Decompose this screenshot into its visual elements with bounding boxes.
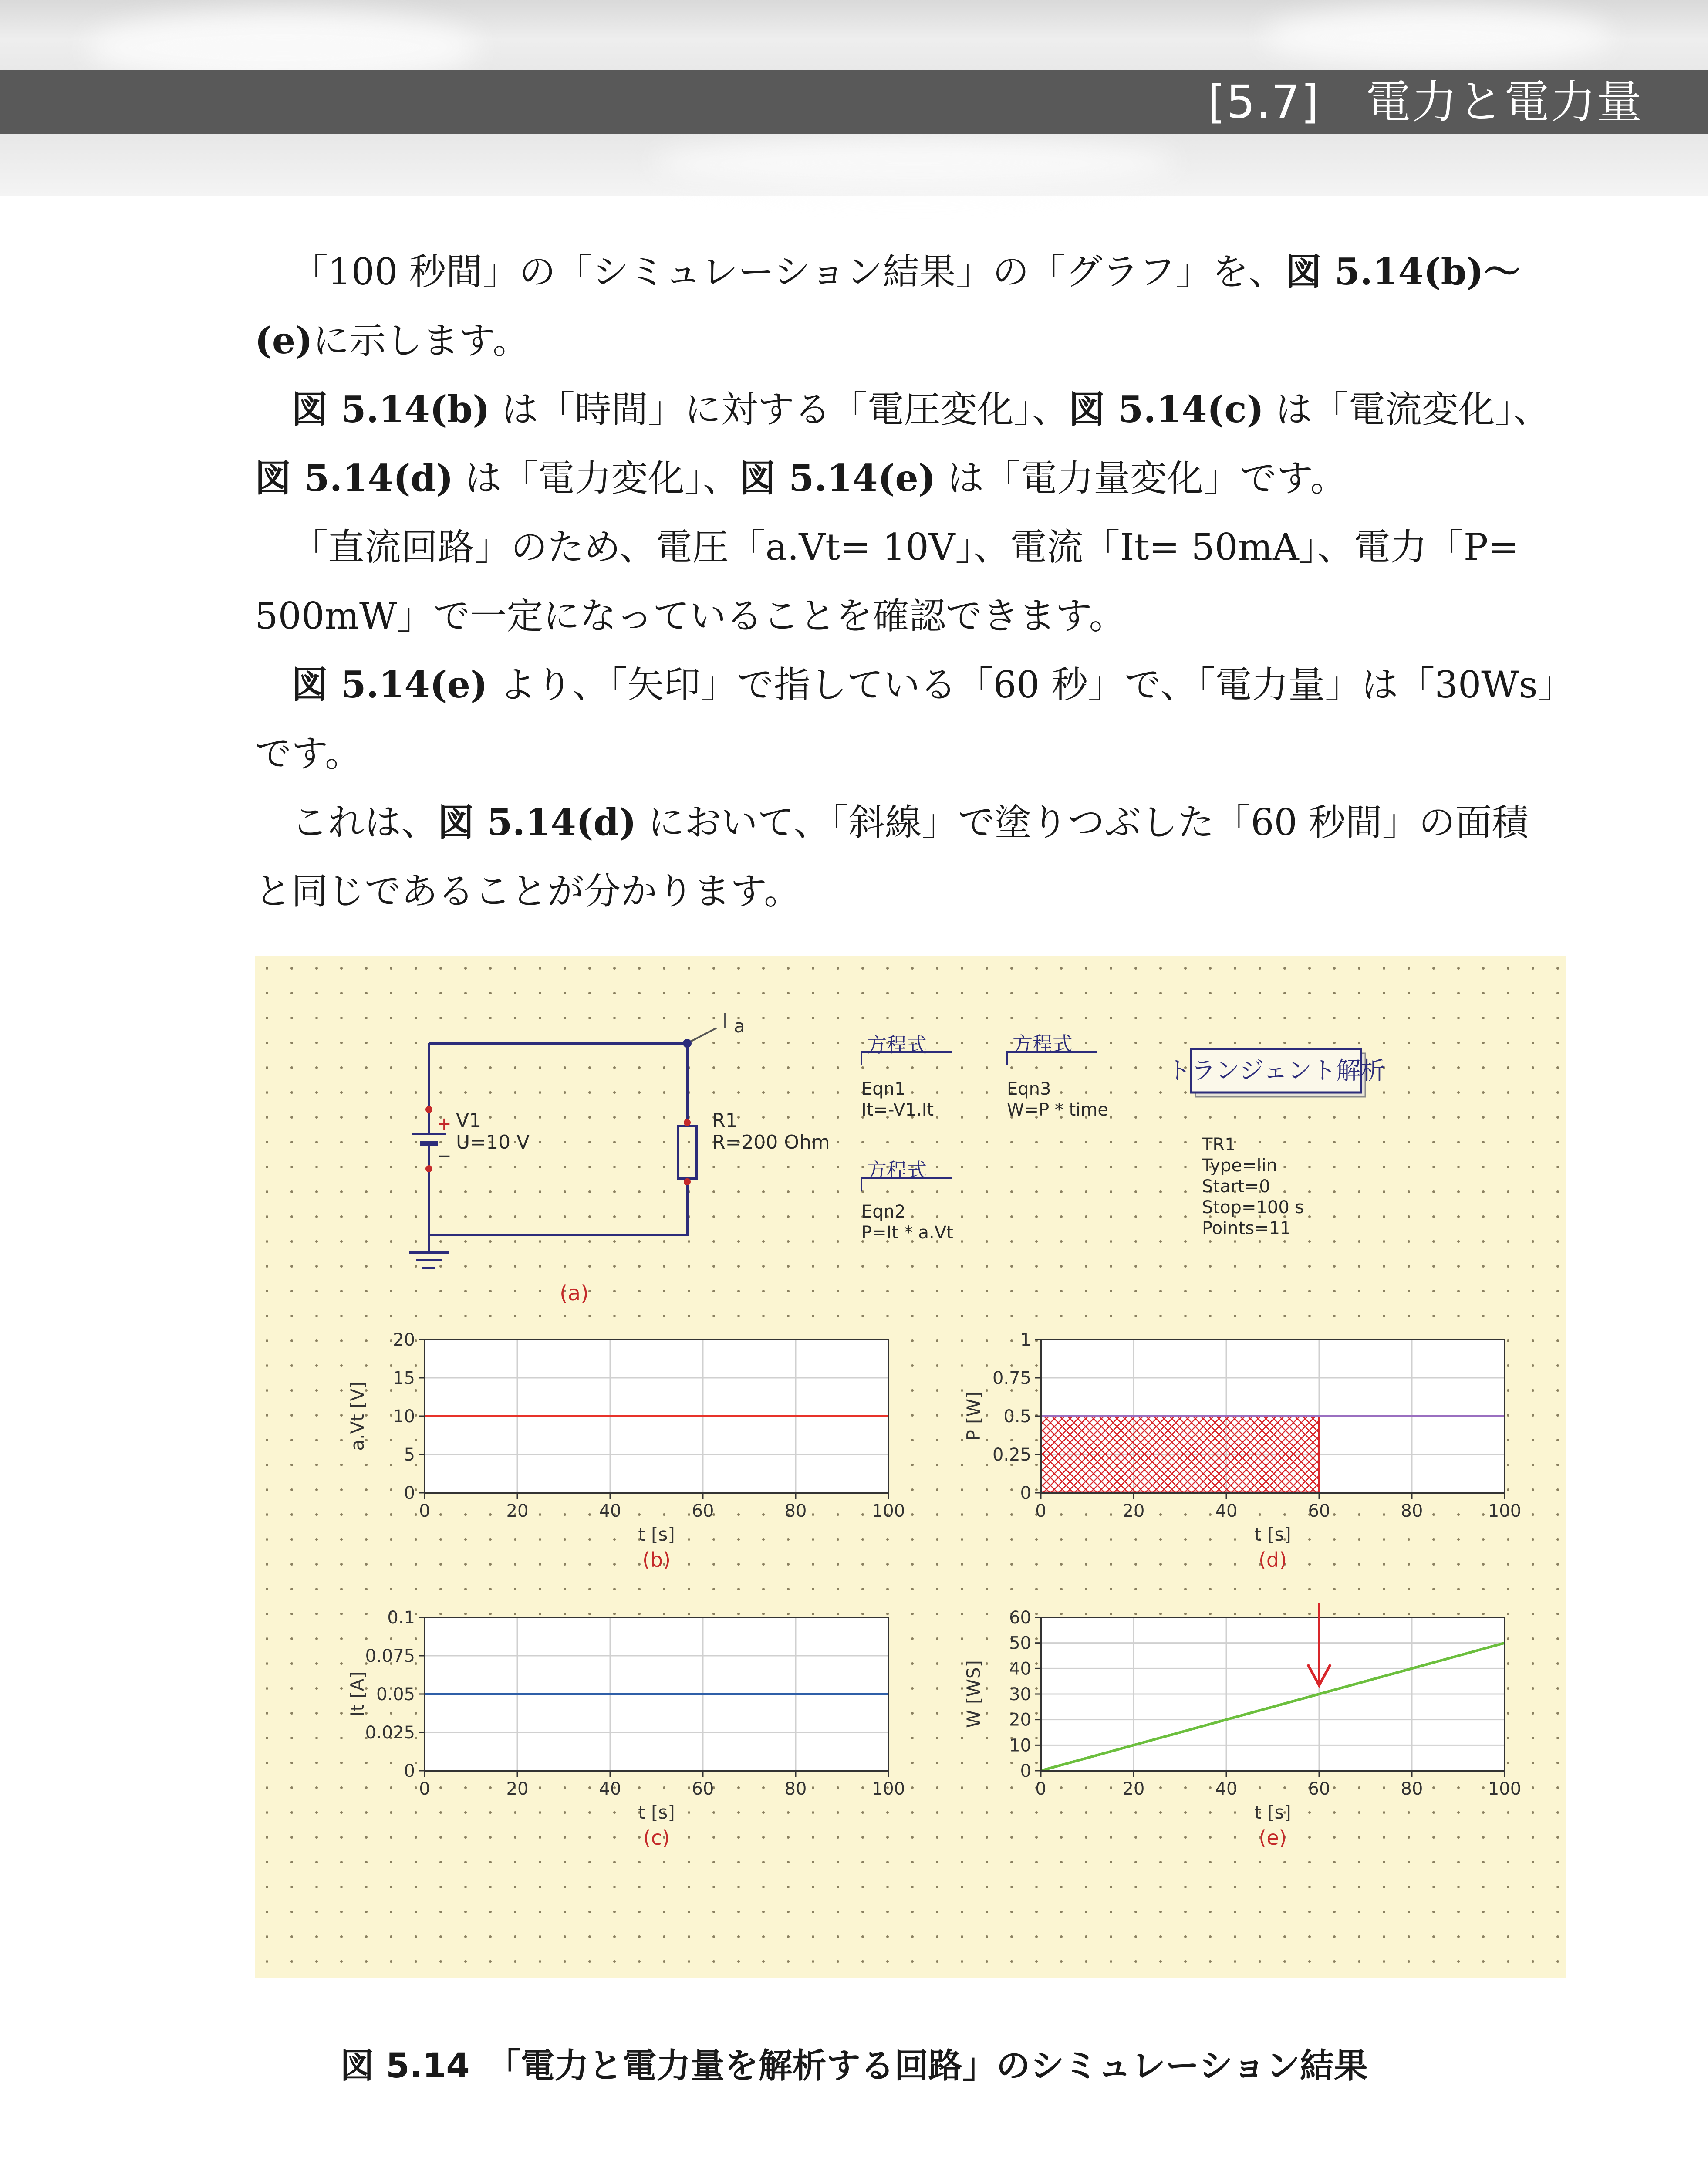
- y-tick-label: 0: [404, 1761, 415, 1781]
- x-tick-label: 80: [1401, 1501, 1423, 1521]
- svg-text:Start=0: Start=0: [1202, 1177, 1270, 1197]
- x-axis-label: t [s]: [638, 1802, 675, 1823]
- x-tick-label: 100: [1488, 1779, 1522, 1799]
- paragraph-5: これは、図 5.14(d) において、「斜線」で塗りつぶした「60 秒間」の面積と同じであることが分かります。: [255, 801, 1529, 913]
- chart-label: (b): [642, 1548, 671, 1572]
- paragraph-3: 「直流回路」のため、電圧「a.Vt= 10V」、電流「It= 50mA」、電力「P= 500mW」で一定になっていることを確認できます。: [255, 526, 1519, 637]
- y-axis-label: W [WS]: [963, 1660, 984, 1728]
- y-tick-label: 0.025: [365, 1723, 415, 1743]
- y-tick-label: 60: [1009, 1608, 1031, 1628]
- svg-text:方程式: 方程式: [867, 1033, 927, 1057]
- svg-text:Stop=100 s: Stop=100 s: [1202, 1197, 1304, 1218]
- svg-text:It=-V1.It: It=-V1.It: [861, 1100, 934, 1120]
- r1-value: R=200 Ohm: [712, 1131, 830, 1153]
- figure-caption: 図 5.14 「電力と電力量を解析する回路」のシミュレーション結果: [340, 2046, 1368, 2086]
- svg-text:P=It * a.Vt: P=It * a.Vt: [861, 1223, 953, 1243]
- y-tick-label: 0.05: [376, 1684, 415, 1705]
- pin-marker: [425, 1165, 432, 1172]
- y-tick-label: 15: [393, 1368, 415, 1388]
- y-tick-label: 50: [1009, 1633, 1031, 1654]
- y-tick-label: 0.075: [365, 1646, 415, 1666]
- y-tick-label: 40: [1009, 1659, 1031, 1679]
- minus-sign: −: [437, 1146, 452, 1166]
- node-label: a: [734, 1015, 745, 1037]
- x-tick-label: 100: [871, 1779, 905, 1799]
- x-tick-label: 40: [599, 1779, 621, 1799]
- pin-marker: [684, 1119, 691, 1126]
- y-tick-label: 5: [404, 1445, 415, 1465]
- svg-text:Type=lin: Type=lin: [1202, 1156, 1277, 1176]
- y-axis-label: a.Vt [V]: [347, 1381, 368, 1451]
- x-tick-label: 20: [506, 1501, 529, 1521]
- hatched-area: [1041, 1416, 1319, 1493]
- x-tick-label: 60: [1308, 1779, 1330, 1799]
- svg-text:Eqn1: Eqn1: [861, 1079, 906, 1099]
- x-tick-label: 0: [1035, 1501, 1046, 1521]
- x-tick-label: 0: [1035, 1779, 1046, 1799]
- x-tick-label: 60: [692, 1501, 714, 1521]
- body-text: [255, 237, 1557, 926]
- svg-text:W=P * time: W=P * time: [1007, 1100, 1108, 1120]
- y-tick-label: 20: [393, 1330, 415, 1350]
- y-axis-label: P [W]: [963, 1391, 984, 1441]
- chart-label: (e): [1259, 1826, 1287, 1850]
- transient-title: トランジェント解析: [1167, 1057, 1385, 1085]
- y-axis-label: It [A]: [347, 1671, 368, 1717]
- x-tick-label: 80: [784, 1501, 807, 1521]
- paragraph-2: 図 5.14(b) は「時間」に対する「電圧変化」、図 5.14(c) は「電流変化」、図 5.14(d) は「電力変化」、図 5.14(e) は「電力量変化」です。: [255, 388, 1550, 500]
- x-tick-label: 100: [871, 1501, 905, 1521]
- x-tick-label: 20: [506, 1779, 529, 1799]
- y-tick-label: 1: [1020, 1330, 1031, 1350]
- x-tick-label: 40: [1215, 1779, 1238, 1799]
- y-tick-label: 0.1: [387, 1608, 415, 1628]
- section-title: [5.7] 電力と電力量: [1208, 75, 1643, 129]
- v1-name: V1: [456, 1109, 482, 1132]
- y-tick-label: 0.75: [992, 1368, 1031, 1388]
- x-axis-label: t [s]: [1254, 1802, 1291, 1823]
- x-tick-label: 60: [1308, 1501, 1330, 1521]
- label-a: (a): [560, 1281, 589, 1305]
- svg-text:方程式: 方程式: [1013, 1032, 1073, 1056]
- svg-text:Eqn3: Eqn3: [1007, 1079, 1051, 1099]
- y-tick-label: 20: [1009, 1710, 1031, 1730]
- simulation-figure: [255, 956, 1566, 1978]
- chart-label: (d): [1258, 1548, 1287, 1572]
- paragraph-4: 図 5.14(e) より、「矢印」で指している「60 秒」で、「電力量」は「30Ws」です。: [255, 663, 1556, 775]
- y-tick-label: 10: [1009, 1735, 1031, 1756]
- svg-text:Eqn2: Eqn2: [861, 1202, 906, 1222]
- svg-text:Points=11: Points=11: [1202, 1218, 1291, 1238]
- figure-canvas: [255, 956, 1566, 1978]
- pin-marker: [425, 1106, 432, 1113]
- x-tick-label: 40: [1215, 1501, 1238, 1521]
- x-tick-label: 80: [784, 1779, 807, 1799]
- y-tick-label: 0: [1020, 1761, 1031, 1781]
- x-tick-label: 80: [1401, 1779, 1423, 1799]
- pin-marker: [684, 1178, 691, 1185]
- y-tick-label: 10: [393, 1407, 415, 1427]
- x-tick-label: 40: [599, 1501, 621, 1521]
- x-tick-label: 0: [419, 1501, 430, 1521]
- y-tick-label: 30: [1009, 1684, 1031, 1705]
- x-tick-label: 20: [1122, 1779, 1145, 1799]
- x-tick-label: 20: [1122, 1501, 1145, 1521]
- x-axis-label: t [s]: [1254, 1524, 1291, 1545]
- y-tick-label: 0: [1020, 1483, 1031, 1503]
- plus-sign: +: [437, 1114, 452, 1134]
- svg-text:TR1: TR1: [1202, 1135, 1236, 1155]
- r1-name: R1: [712, 1109, 738, 1132]
- paragraph-1: 「100 秒間」の「シミュレーション結果」の「グラフ」を、図 5.14(b)〜(e)に示します。: [255, 250, 1521, 362]
- x-tick-label: 0: [419, 1779, 430, 1799]
- x-tick-label: 100: [1488, 1501, 1522, 1521]
- y-tick-label: 0.25: [992, 1445, 1031, 1465]
- y-tick-label: 0.5: [1003, 1407, 1031, 1427]
- node-a: [684, 1040, 690, 1046]
- v1-value: U=10 V: [456, 1131, 530, 1153]
- x-tick-label: 60: [692, 1779, 714, 1799]
- x-axis-label: t [s]: [638, 1524, 675, 1545]
- svg-text:方程式: 方程式: [867, 1159, 927, 1182]
- chart-label: (c): [643, 1826, 670, 1850]
- y-tick-label: 0: [404, 1483, 415, 1503]
